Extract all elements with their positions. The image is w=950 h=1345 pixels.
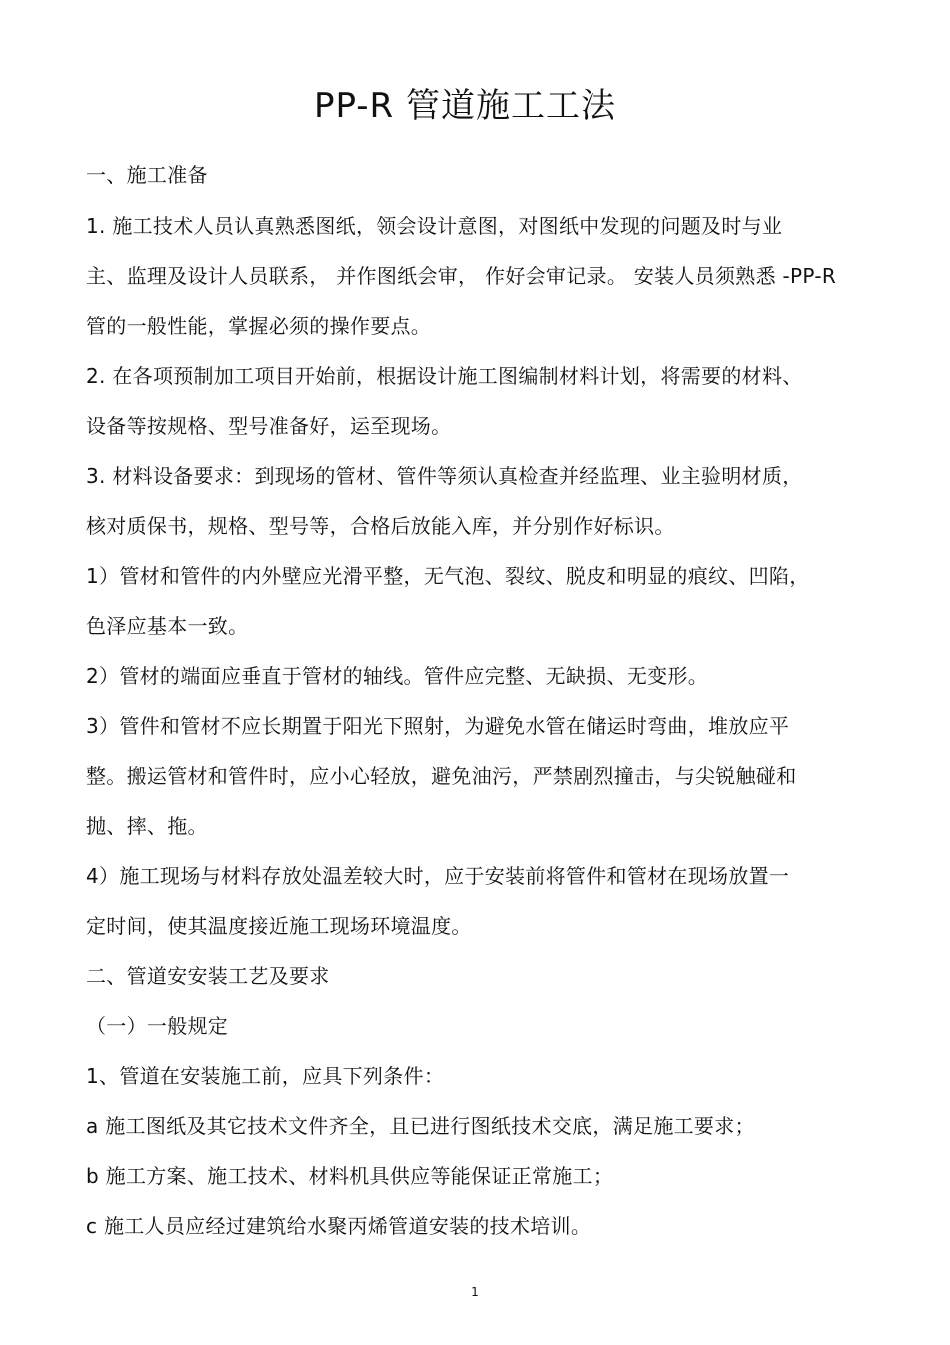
paragraph-line: 管的一般性能，掌握必须的操作要点。 bbox=[86, 314, 432, 338]
paragraph-line: 设备等按规格、型号准备好，运至现场。 bbox=[86, 414, 452, 438]
paragraph-line: 2）管材的端面应垂直于管材的轴线。管件应完整、无缺损、无变形。 bbox=[86, 664, 709, 688]
paragraph-line: 核对质保书，规格、型号等，合格后放能入库，并分别作好标识。 bbox=[86, 514, 675, 538]
paragraph-line: 1、管道在安装施工前，应具下列条件： bbox=[86, 1064, 445, 1088]
paragraph-line: 定时间，使其温度接近施工现场环境温度。 bbox=[86, 914, 472, 938]
paragraph-line: 抛、摔、拖。 bbox=[86, 814, 208, 838]
subsection-heading: （一）一般规定 bbox=[86, 1014, 229, 1038]
paragraph-line: 主、监理及设计人员联系， 并作图纸会审， 作好会审记录。 安装人员须熟悉 -PP-R bbox=[86, 264, 837, 288]
document-title: PP-R 管道施工工法 bbox=[314, 86, 616, 126]
paragraph-line: 1）管材和管件的内外壁应光滑平整，无气泡、裂纹、脱皮和明显的痕纹、凹陷， bbox=[86, 564, 810, 588]
paragraph-line: 4）施工现场与材料存放处温差较大时，应于安装前将管件和管材在现场放置一 bbox=[86, 864, 790, 888]
paragraph-line: 色泽应基本一致。 bbox=[86, 614, 249, 638]
page-number: 1 bbox=[471, 1285, 479, 1299]
section-heading-installation: 二、管道安安装工艺及要求 bbox=[86, 964, 330, 988]
list-item: c 施工人员应经过建筑给水聚丙烯管道安装的技术培训。 bbox=[86, 1214, 592, 1238]
paragraph-line: 3. 材料设备要求：到现场的管材、管件等须认真检查并经监理、业主验明材质， bbox=[86, 464, 803, 488]
paragraph-line: 3）管件和管材不应长期置于阳光下照射，为避免水管在储运时弯曲，堆放应平 bbox=[86, 714, 790, 738]
paragraph-line: 2. 在各项预制加工项目开始前，根据设计施工图编制材料计划，将需要的材料、 bbox=[86, 364, 803, 388]
section-heading-preparation: 一、施工准备 bbox=[86, 163, 208, 187]
paragraph-line: 整。搬运管材和管件时，应小心轻放，避免油污，严禁剧烈撞击，与尖锐触碰和 bbox=[86, 764, 797, 788]
paragraph-line: 1. 施工技术人员认真熟悉图纸，领会设计意图，对图纸中发现的问题及时与业 bbox=[86, 214, 783, 238]
list-item: b 施工方案、施工技术、材料机具供应等能保证正常施工； bbox=[86, 1164, 614, 1188]
list-item: a 施工图纸及其它技术文件齐全，且已进行图纸技术交底，满足施工要求； bbox=[86, 1114, 755, 1138]
